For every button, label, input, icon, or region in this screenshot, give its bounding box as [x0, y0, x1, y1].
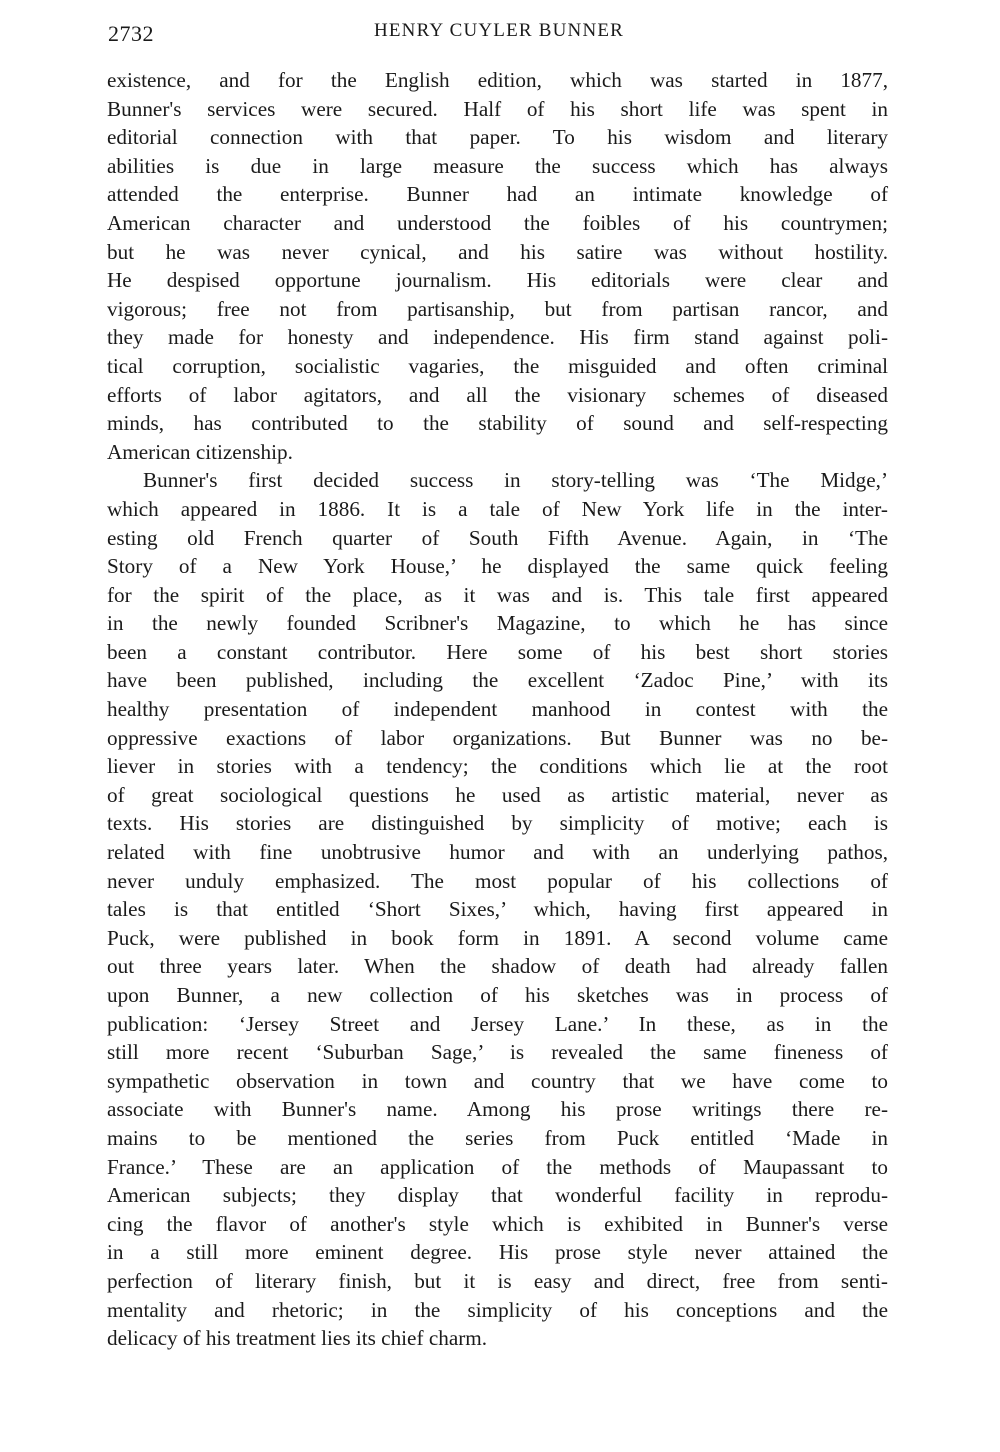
paragraph — [107, 466, 888, 1352]
text-line: in the newly founded Scribner's Magazine, to which he has since — [107, 611, 888, 636]
text-line: Bunner's first decided success in story-telling was ‘The Midge,’ — [143, 468, 888, 493]
text-line: tales is that entitled ‘Short Sixes,’ which, having first appeared in — [107, 897, 888, 922]
text-line: American citizenship. — [107, 439, 293, 464]
text-line: France.’ These are an application of the methods of Maupassant to — [107, 1154, 888, 1179]
text-line: cing the flavor of another's style which is exhibited in Bunner's verse — [107, 1211, 888, 1236]
text-line: have been published, including the excellent ‘Zadoc Pine,’ with its — [107, 668, 888, 693]
text-line: He despised opportune journalism. His editorials were clear and — [107, 268, 888, 293]
text-line: tical corruption, socialistic vagaries, the misguided and often criminal — [107, 353, 888, 378]
text-line: Puck, were published in book form in 1891. A second volume came — [107, 925, 888, 950]
text-line: still more recent ‘Suburban Sage,’ is revealed the same fineness of — [107, 1040, 888, 1065]
text-line: sympathetic observation in town and country that we have come to — [107, 1068, 888, 1093]
text-line: out three years later. When the shadow of death had already fallen — [107, 954, 888, 979]
text-line: but he was never cynical, and his satire was without hostility. — [107, 239, 888, 264]
text-line: been a constant contributor. Here some of his best short stories — [107, 639, 888, 664]
text-line: healthy presentation of independent manhood in contest with the — [107, 697, 888, 722]
text-line: they made for honesty and independence. His firm stand against poli- — [107, 325, 888, 350]
page-header — [108, 18, 890, 48]
text-line: efforts of labor agitators, and all the visionary schemes of diseased — [107, 382, 888, 407]
text-line: texts. His stories are distinguished by simplicity of motive; each is — [107, 811, 888, 836]
text-line: delicacy of his treatment lies its chief charm. — [107, 1326, 488, 1351]
text-line: perfection of literary finish, but it is easy and direct, free from senti- — [107, 1268, 888, 1293]
page-number: 2732 — [108, 21, 154, 46]
text-line: existence, and for the English edition, which was started in 1877, — [107, 68, 888, 92]
text-line: associate with Bunner's name. Among his prose writings there re- — [107, 1097, 888, 1122]
text-line: American subjects; they display that wonderful facility in reprodu- — [107, 1183, 888, 1208]
body-text — [107, 66, 888, 1353]
text-line: mentality and rhetoric; in the simplicity of his conceptions and the — [107, 1297, 888, 1322]
text-line: mains to be mentioned the series from Puck entitled ‘Made in — [107, 1125, 888, 1150]
text-line: editorial connection with that paper. To his wisdom and literary — [107, 125, 888, 150]
text-line: abilities is due in large measure the success which has always — [107, 153, 888, 178]
text-line: esting old French quarter of South Fifth Avenue. Again, in ‘The — [107, 525, 888, 550]
text-line: related with fine unobtrusive humor and with an underlying pathos, — [107, 840, 888, 865]
text-line: Bunner's services were secured. Half of his short life was spent in — [107, 96, 888, 121]
text-line: upon Bunner, a new collection of his sketches was in process of — [107, 983, 888, 1007]
text-line: attended the enterprise. Bunner had an intimate knowledge of — [107, 182, 888, 207]
text-line: of great sociological questions he used as artistic material, never as — [107, 782, 888, 807]
text-line: oppressive exactions of labor organizations. But Bunner was no be- — [107, 725, 888, 750]
text-line: never unduly emphasized. The most popular of his collections of — [107, 868, 888, 893]
text-line: American character and understood the foibles of his countrymen; — [107, 210, 888, 235]
text-line: vigorous; free not from partisanship, but from partisan rancor, and — [107, 296, 888, 321]
text-line: for the spirit of the place, as it was and is. This tale first appeared — [107, 582, 888, 607]
text-line: Story of a New York House,’ he displayed the same quick feeling — [107, 554, 888, 579]
text-line: publication: ‘Jersey Street and Jersey Lane.’ In these, as in the — [107, 1011, 888, 1036]
text-line: in a still more eminent degree. His prose style never attained the — [107, 1240, 888, 1265]
paragraph — [107, 66, 888, 466]
text-line: liever in stories with a tendency; the conditions which lie at the root — [107, 754, 888, 779]
running-head: HENRY CUYLER BUNNER — [373, 20, 625, 41]
text-line: minds, has contributed to the stability of sound and self-respecting — [107, 411, 888, 436]
text-line: which appeared in 1886. It is a tale of New York life in the inter- — [107, 496, 888, 521]
